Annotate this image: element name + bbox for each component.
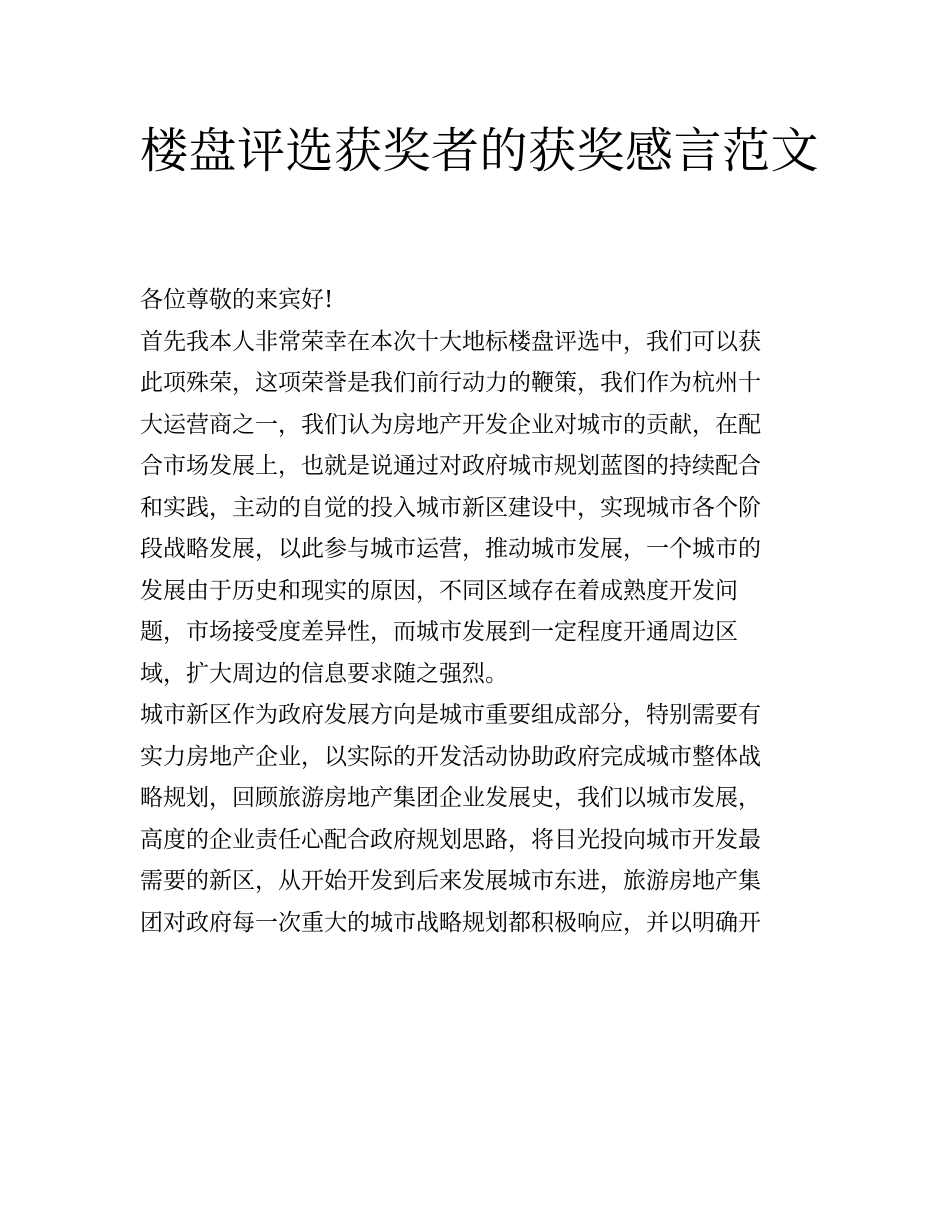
- greeting-line: 各位尊敬的来宾好!: [140, 287, 334, 313]
- paragraph-line: 题，市场接受度差异性，而城市发展到一定程度开通周边区: [140, 619, 738, 645]
- document-body: [140, 280, 812, 944]
- document-title: 楼盘评选获奖者的获奖感言范文: [140, 123, 820, 179]
- paragraph-line: 团对政府每一次重大的城市战略规划都积极响应，并以明确开: [140, 909, 761, 936]
- paragraph-line: 略规划，回顾旅游房地产集团企业发展史，我们以城市发展，: [140, 785, 761, 811]
- paragraph-2: [140, 695, 812, 944]
- paragraph-line: 和实践，主动的自觉的投入城市新区建设中，实现城市各个阶: [140, 494, 761, 521]
- paragraph-1: [140, 322, 812, 696]
- paragraph-line: 段战略发展，以此参与城市运营，推动城市发展，一个城市的: [140, 536, 761, 562]
- paragraph-line: 大运营商之一，我们认为房地产开发企业对城市的贡献，在配: [140, 411, 761, 438]
- paragraph-line: 需要的新区，从开始开发到后来发展城市东进，旅游房地产集: [140, 868, 761, 894]
- paragraph-line: 合市场发展上，也就是说通过对政府城市规划蓝图的持续配合: [140, 453, 761, 479]
- paragraph-line: 发展由于历史和现实的原因，不同区域存在着成熟度开发问: [140, 577, 738, 604]
- paragraph-line: 此项殊荣，这项荣誉是我们前行动力的鞭策，我们作为杭州十: [140, 370, 761, 396]
- paragraph-line: 高度的企业责任心配合政府规划思路，将目光投向城市开发最: [140, 826, 761, 853]
- paragraph-line: 城市新区作为政府发展方向是城市重要组成部分，特别需要有: [140, 702, 761, 728]
- paragraph-line: 实力房地产企业，以实际的开发活动协助政府完成城市整体战: [140, 743, 761, 770]
- paragraph-line: 首先我本人非常荣幸在本次十大地标楼盘评选中，我们可以获: [140, 328, 761, 355]
- paragraph-line: 域，扩大周边的信息要求随之强烈。: [140, 660, 508, 687]
